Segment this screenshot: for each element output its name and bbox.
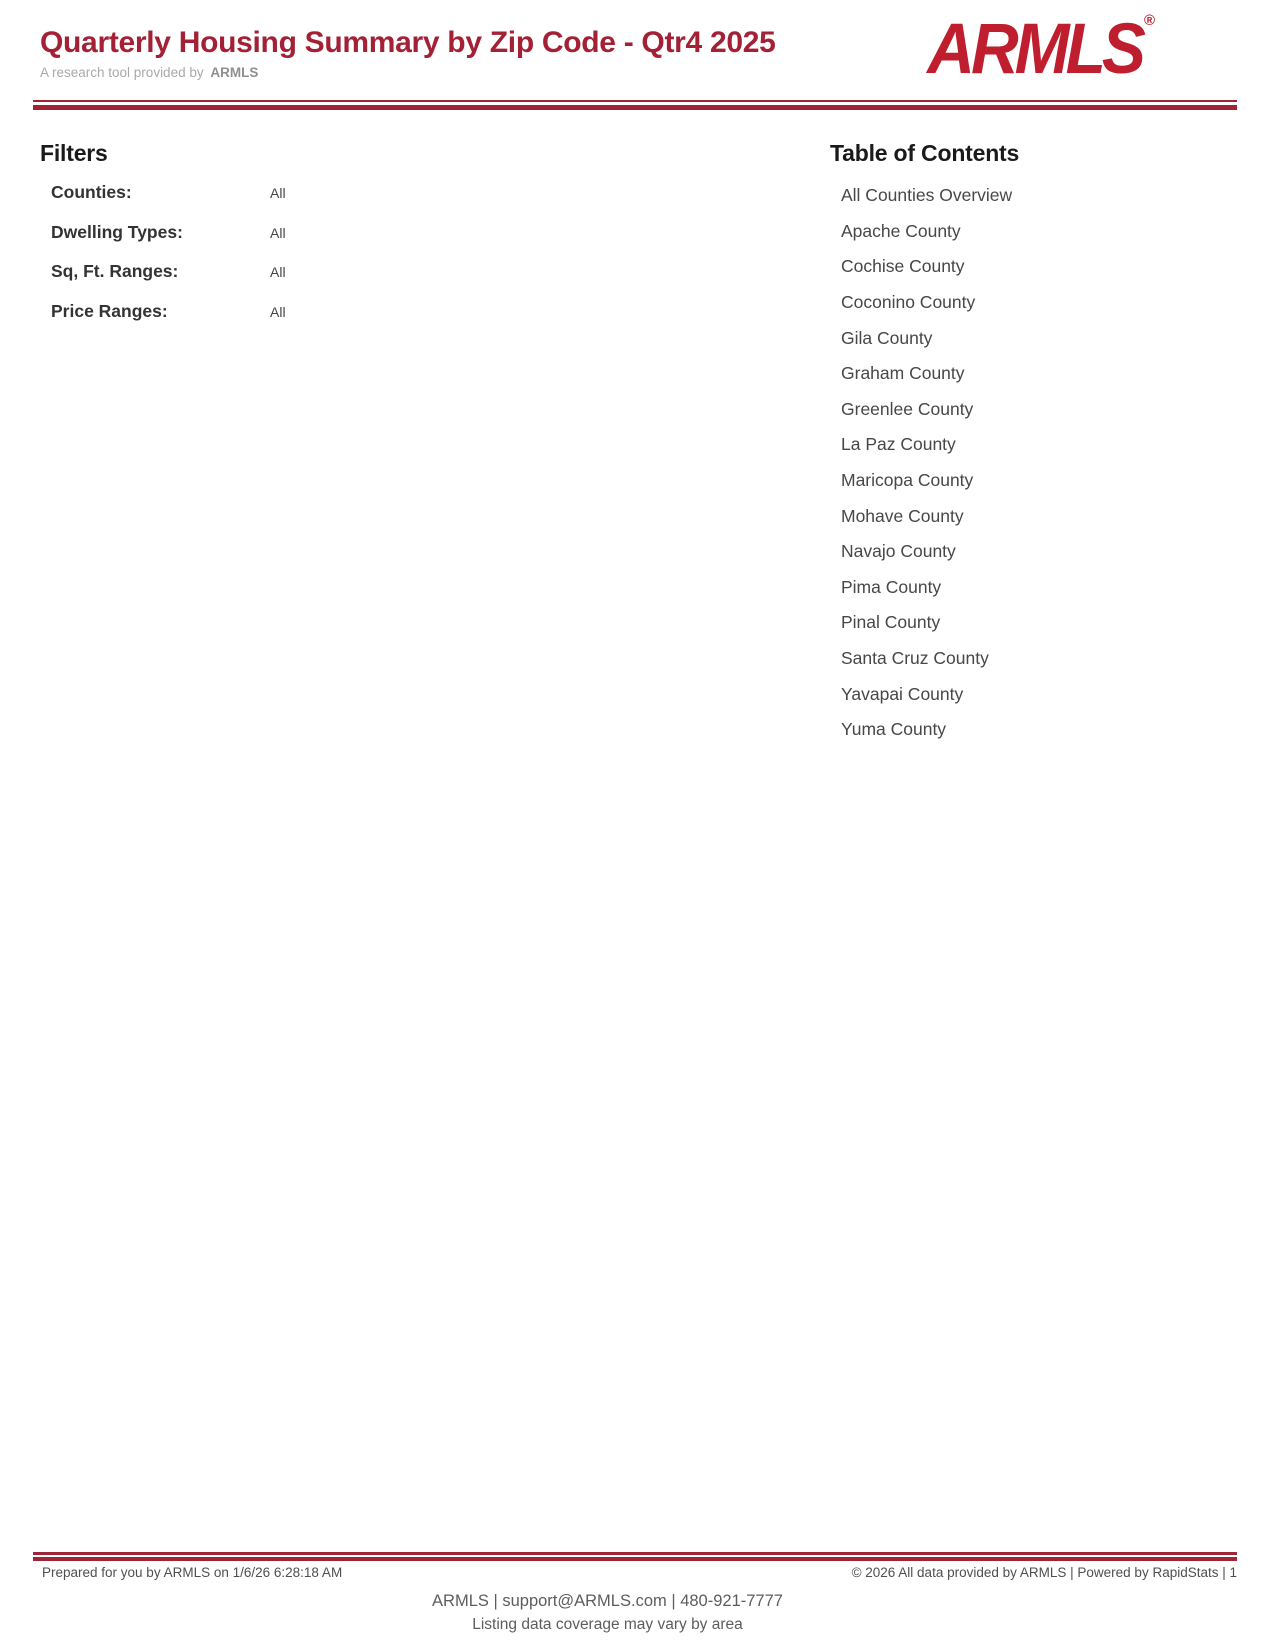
toc-item-all-counties-overview[interactable]: All Counties Overview: [841, 185, 1013, 206]
toc-items: [830, 178, 1230, 748]
filter-label: Sq, Ft. Ranges:: [51, 261, 179, 282]
toc-item-pima-county[interactable]: Pima County: [841, 576, 942, 597]
toc-item-yuma-county[interactable]: Yuma County: [841, 719, 947, 740]
footer-copyright-text: © 2026 All data provided by ARMLS | Powered by RapidStats | 1: [851, 1565, 1237, 1580]
subtitle-text: A research tool provided by: [40, 65, 204, 80]
filter-label: Dwelling Types:: [51, 221, 183, 242]
toc-item-graham-county[interactable]: Graham County: [841, 363, 965, 384]
registered-trademark-icon: ®: [1143, 12, 1155, 29]
page-subtitle: [40, 65, 776, 80]
footer-contact-line: ARMLS | support@ARMLS.com | 480-921-7777: [432, 1592, 783, 1610]
subtitle-brand: ARMLS: [210, 65, 259, 80]
table-of-contents-section: [830, 140, 1230, 748]
filter-row-price-ranges: [51, 301, 500, 341]
toc-item-greenlee-county[interactable]: Greenlee County: [841, 398, 974, 419]
footer-prepared-text: Prepared for you by ARMLS on 1/6/26 6:28:18 AM: [42, 1565, 343, 1580]
toc-item-la-paz-county[interactable]: La Paz County: [841, 434, 956, 455]
toc-item-navajo-county[interactable]: Navajo County: [841, 541, 956, 562]
filters-rows: [40, 182, 500, 341]
filter-row-sqft-ranges: [51, 261, 500, 301]
toc-item-pinal-county[interactable]: Pinal County: [841, 612, 941, 633]
filter-row-dwelling-types: [51, 222, 500, 262]
filters-section: [40, 140, 500, 341]
armls-logo-text: ARMLS: [927, 8, 1142, 89]
filter-value: All: [270, 224, 286, 241]
footer-meta-row: [33, 1565, 1237, 1580]
filters-heading: Filters: [40, 140, 108, 166]
toc-heading: Table of Contents: [830, 140, 1020, 166]
report-header: [40, 26, 776, 80]
filter-label: Counties:: [51, 182, 132, 202]
filter-value: All: [270, 304, 286, 321]
toc-item-coconino-county[interactable]: Coconino County: [841, 292, 976, 313]
header-divider: [33, 100, 1237, 110]
toc-item-cochise-county[interactable]: Cochise County: [841, 256, 965, 277]
armls-logo: [905, 6, 1155, 90]
filter-row-counties: [51, 182, 500, 222]
toc-item-mohave-county[interactable]: Mohave County: [841, 505, 964, 526]
page-title: Quarterly Housing Summary by Zip Code - Qtr4 2025: [40, 26, 776, 59]
footer-divider: [33, 1552, 1237, 1561]
toc-item-yavapai-county[interactable]: Yavapai County: [841, 683, 964, 704]
filter-label: Price Ranges:: [51, 301, 168, 322]
filter-value: All: [270, 264, 286, 281]
toc-item-santa-cruz-county[interactable]: Santa Cruz County: [841, 648, 989, 669]
toc-item-maricopa-county[interactable]: Maricopa County: [841, 470, 974, 491]
toc-item-gila-county[interactable]: Gila County: [841, 327, 933, 348]
toc-item-apache-county[interactable]: Apache County: [841, 220, 961, 241]
filter-value: All: [270, 185, 286, 201]
footer-coverage-note: Listing data coverage may vary by area: [472, 1616, 743, 1633]
